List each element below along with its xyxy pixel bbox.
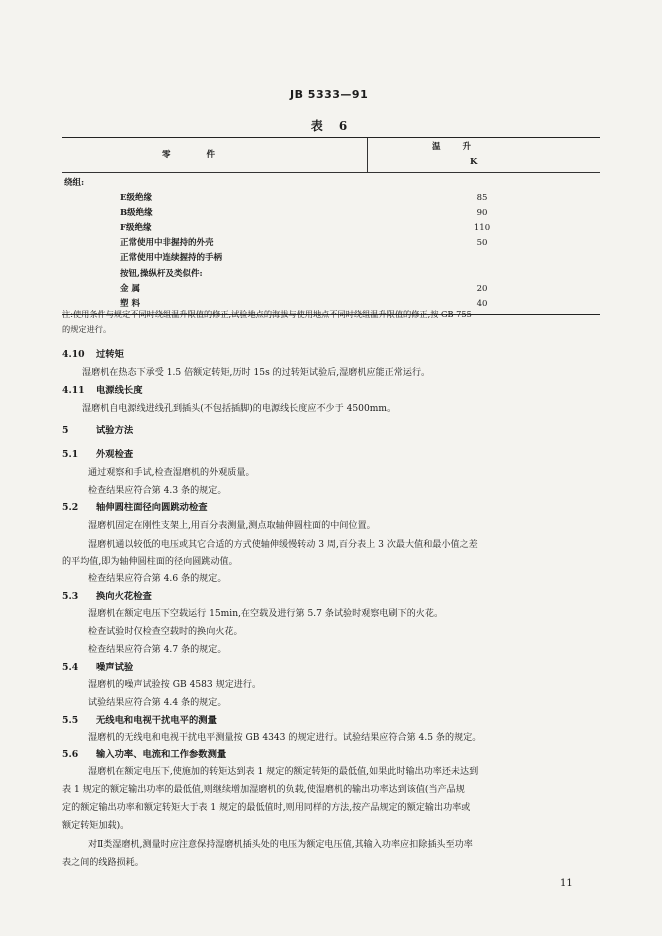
section-title: 换向火花检查 xyxy=(96,591,152,602)
section-number: 5.3 xyxy=(62,591,79,602)
column-header-temp-rise: 温升 xyxy=(432,142,494,152)
section-heading-5-5 xyxy=(62,712,217,726)
table-body xyxy=(62,173,600,314)
row-label: F级绝缘 xyxy=(120,223,152,234)
paragraph: 检查结果应符合第 4.3 条的规定。 xyxy=(88,486,227,496)
section-title: 试验方法 xyxy=(96,425,134,436)
row-label: B级绝缘 xyxy=(120,208,153,219)
table-column-divider xyxy=(367,138,368,172)
standard-code: JB 5333—91 xyxy=(290,88,369,101)
section-title: 轴伸圆柱面径向圆跳动检查 xyxy=(96,502,208,513)
column-header-unit: K xyxy=(470,157,478,167)
row-label: 按钮,操纵杆及类似件: xyxy=(120,268,203,279)
section-heading-5-3 xyxy=(62,588,152,602)
table-note xyxy=(62,307,602,337)
paragraph: 检查试验时仅检查空载时的换向火花。 xyxy=(88,627,243,637)
table-row xyxy=(62,236,600,251)
row-label: E级绝缘 xyxy=(120,193,152,204)
row-label: 塑 料 xyxy=(120,298,140,309)
paragraph: 额定转矩加载)。 xyxy=(62,821,130,831)
paragraph: 通过观察和手试,检查湿磨机的外观质量。 xyxy=(88,468,255,478)
section-number: 5 xyxy=(62,425,69,436)
paragraph: 湿磨机在额定电压下,使施加的转矩达到表 1 规定的额定转矩的最低值,如果此时输出功率还未达到 xyxy=(88,767,479,777)
row-value: 20 xyxy=(476,283,488,294)
section-number: 4.11 xyxy=(62,385,85,396)
table-row xyxy=(62,221,600,236)
section-number: 5.1 xyxy=(62,449,79,460)
temperature-rise-table xyxy=(62,137,600,315)
paragraph: 表 1 规定的额定输出功率的最低值,则继续增加湿磨机的负载,使湿磨机的输出功率达到该值(当产品规 xyxy=(62,785,465,795)
paragraph: 湿磨机在额定电压下空载运行 15min,在空载及进行第 5.7 条试验时观察电刷下的火花。 xyxy=(88,609,444,619)
section-number: 4.10 xyxy=(62,349,85,360)
table-row xyxy=(62,282,600,297)
row-label: 正常使用中连续握持的手柄 xyxy=(120,253,223,264)
row-value: 85 xyxy=(476,193,488,204)
section-heading-5 xyxy=(62,422,133,436)
paragraph: 表之间的线路损耗。 xyxy=(62,858,144,868)
row-value: 40 xyxy=(476,298,488,309)
section-title: 无线电和电视干扰电平的测量 xyxy=(96,715,217,726)
row-label: 正常使用中非握持的外壳 xyxy=(120,238,214,249)
section-heading-5-2 xyxy=(62,499,208,513)
section-title: 外观检查 xyxy=(96,449,134,460)
section-title: 过转矩 xyxy=(96,349,124,360)
paragraph: 试验结果应符合第 4.4 条的规定。 xyxy=(88,698,227,708)
section-title: 输入功率、电流和工作参数测量 xyxy=(96,749,227,760)
paragraph: 湿磨机通以较低的电压或其它合适的方式使轴伸缓慢转动 3 周,百分表上 3 次最大值和最小值之差 xyxy=(88,540,478,550)
table-caption: 表 6 xyxy=(310,119,354,133)
row-label: 绕组: xyxy=(64,178,85,188)
row-label: 金 属 xyxy=(120,283,140,294)
paragraph: 对Ⅱ类湿磨机,测量时应注意保持湿磨机插头处的电压为额定电压值,其输入功率应扣除插头至功率 xyxy=(88,840,473,850)
column-header-part: 零件 xyxy=(162,150,252,160)
paragraph: 检查结果应符合第 4.6 条的规定。 xyxy=(88,574,227,584)
table-row xyxy=(62,267,600,282)
page-number: 11 xyxy=(560,878,573,889)
table-header xyxy=(62,138,600,173)
row-value: 110 xyxy=(473,223,491,234)
paragraph: 湿磨机的噪声试验按 GB 4583 规定进行。 xyxy=(88,680,262,690)
paragraph: 的平均值,即为轴伸圆柱面的径向圆跳动值。 xyxy=(62,557,238,567)
section-number: 5.5 xyxy=(62,715,79,726)
table-row xyxy=(62,176,600,191)
table-note-line: 注:使用条件与规定不同时绕组温升限值的修正,试验地点的海拔与使用地点不同时绕组温升限值的修正,按 GB 755 xyxy=(62,309,472,319)
paragraph: 湿磨机在热态下承受 1.5 倍额定转矩,历时 15s 的过转矩试验后,湿磨机应能正常运行。 xyxy=(82,368,431,378)
section-number: 5.6 xyxy=(62,749,79,760)
section-heading-4-10 xyxy=(62,346,124,360)
row-value: 50 xyxy=(476,238,488,249)
table-row xyxy=(62,251,600,266)
table-row xyxy=(62,191,600,206)
section-heading-5-6 xyxy=(62,746,226,760)
section-title: 电源线长度 xyxy=(96,385,143,396)
section-heading-5-4 xyxy=(62,659,133,673)
paragraph: 检查结果应符合第 4.7 条的规定。 xyxy=(88,645,227,655)
paragraph: 定的额定输出功率和额定转矩大于表 1 规定的最低值时,则用同样的方法,按产品规定的额定输出功率或 xyxy=(62,803,471,813)
table-row xyxy=(62,206,600,221)
paragraph: 湿磨机固定在刚性支架上,用百分表测量,测点取轴伸圆柱面的中间位置。 xyxy=(88,521,376,531)
section-number: 5.4 xyxy=(62,662,79,673)
paragraph: 湿磨机的无线电和电视干扰电平测量按 GB 4343 的规定进行。试验结果应符合第 4.5 条的规定。 xyxy=(88,733,482,743)
section-number: 5.2 xyxy=(62,502,79,513)
table-note-line: 的规定进行。 xyxy=(62,324,112,334)
row-value: 90 xyxy=(476,208,488,219)
paragraph: 湿磨机自电源线进线孔到插头(不包括插脚)的电源线长度应不少于 4500mm。 xyxy=(82,404,397,414)
section-heading-5-1 xyxy=(62,446,133,460)
section-title: 噪声试验 xyxy=(96,662,134,673)
section-heading-4-11 xyxy=(62,382,143,396)
